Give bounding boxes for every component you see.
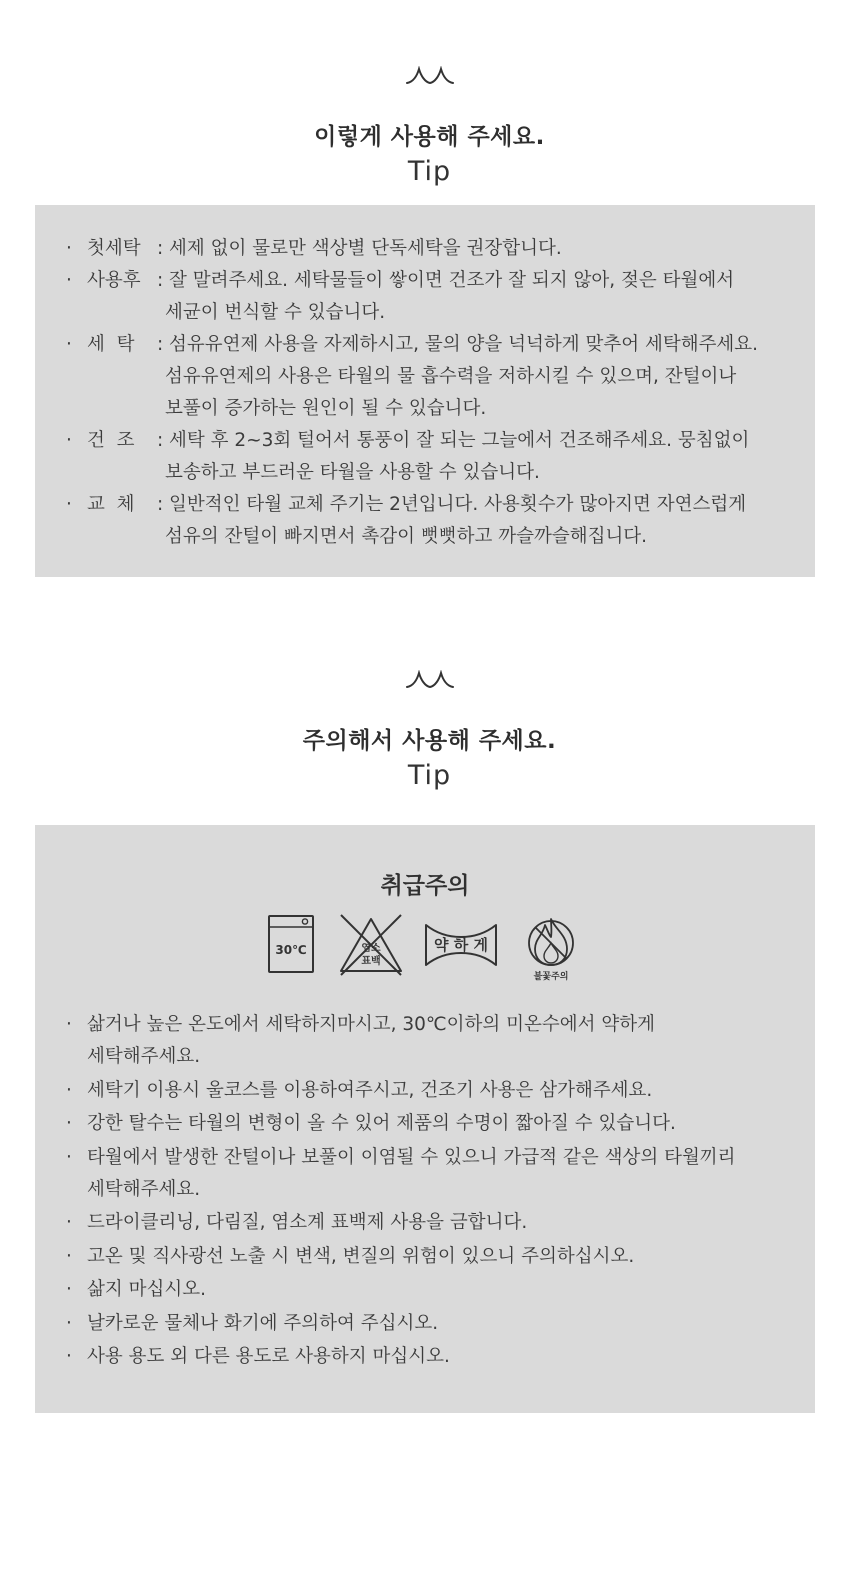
wave-ornament-icon	[405, 670, 455, 690]
tip-label: 건 조	[87, 430, 135, 451]
caution-text: 드라이클리닝, 다림질, 염소계 표백제 사용을 금합니다.	[87, 1212, 528, 1233]
bullet-dot: ·	[66, 1312, 72, 1334]
tip-colon: :	[157, 334, 164, 355]
tip-text-continued: 세균이 번식할 수 있습니다.	[165, 302, 386, 323]
caution-text: 세탁기 이용시 울코스를 이용하여주시고, 건조기 사용은 삼가해주세요.	[87, 1079, 653, 1101]
tip-colon: :	[157, 270, 164, 291]
tip-colon: :	[157, 494, 164, 515]
caution-text: 삶지 마십시오.	[87, 1279, 206, 1300]
bullet-dot: ·	[66, 1014, 72, 1035]
tip-item-first-wash	[35, 233, 815, 265]
tip-label: 교 체	[87, 494, 135, 515]
caution-text: 고온 및 직사광선 노출 시 변색, 변질의 위험이 있으니 주의하십시오.	[87, 1245, 635, 1267]
caution-heading: 주의해서 사용해 주세요.	[302, 728, 557, 754]
caution-item	[35, 1142, 815, 1206]
no-bleach-icon-label-2: 표백	[361, 956, 381, 967]
usage-section	[0, 0, 859, 600]
usage-tips-panel	[35, 205, 815, 577]
caution-item	[35, 1108, 815, 1140]
bullet-dot: ·	[66, 430, 72, 451]
caution-text: 삶거나 높은 온도에서 세탁하지마시고, 30℃이하의 미온수에서 약하게	[87, 1014, 656, 1035]
tip-text-continued: 보송하고 부드러운 타월을 사용할 수 있습니다.	[165, 462, 540, 483]
caution-text: 날카로운 물체나 화기에 주의하여 주십시오.	[87, 1312, 439, 1334]
bullet-dot: ·	[66, 1113, 72, 1134]
tip-item-after-use	[35, 265, 815, 329]
bullet-dot: ·	[66, 1245, 72, 1267]
tip-text: 잘 말려주세요. 세탁물들이 쌓이면 건조가 잘 되지 않아, 젖은 타월에서	[169, 270, 735, 291]
bullet-dot: ·	[66, 270, 72, 291]
tip-text-continued: 섬유의 잔털이 빠지면서 촉감이 뻣뻣하고 까슬까슬해집니다.	[165, 526, 648, 547]
caution-text: 강한 탈수는 타월의 변형이 올 수 있어 제품의 수명이 짧아질 수 있습니다.	[87, 1113, 676, 1134]
tip-label: 세 탁	[87, 334, 135, 355]
bullet-dot: ·	[66, 238, 72, 259]
gentle-handling-icon-label: 약 하 게	[434, 936, 488, 954]
tip-text: 일반적인 타월 교체 주기는 2년입니다. 사용횟수가 많아지면 자연스럽게	[169, 494, 747, 515]
usage-subheading: Tip	[407, 156, 452, 187]
wash-30-icon-label: 30℃	[275, 943, 307, 957]
gentle-handling-icon	[422, 913, 500, 971]
caution-subheading: Tip	[407, 760, 452, 791]
tip-text-continued: 섬유유연제의 사용은 타월의 물 흡수력을 저하시킬 수 있으며, 잔털이나	[165, 366, 737, 387]
caution-text-continued: 세탁해주세요.	[87, 1046, 201, 1067]
tip-text: 세탁 후 2~3회 털어서 통풍이 잘 되는 그늘에서 건조해주세요. 뭉침없이	[169, 430, 750, 451]
care-icons-row	[35, 913, 815, 983]
caution-panel	[35, 825, 815, 1413]
tip-item-drying	[35, 425, 815, 489]
bullet-dot: ·	[66, 494, 72, 515]
caution-item	[35, 1207, 815, 1239]
caution-item	[35, 1274, 815, 1306]
tip-colon: :	[157, 430, 164, 451]
no-bleach-icon	[337, 913, 405, 977]
tip-item-washing	[35, 329, 815, 425]
caution-list	[35, 1009, 815, 1375]
bullet-dot: ·	[66, 1079, 72, 1101]
no-fire-icon-label: 불꽃주의	[533, 972, 569, 982]
caution-item	[35, 1241, 815, 1273]
tip-label: 사용후	[87, 270, 141, 291]
tip-colon: :	[157, 238, 164, 259]
wave-ornament-icon	[405, 66, 455, 86]
no-bleach-icon-label-1: 염소	[361, 943, 381, 954]
no-fire-icon	[523, 913, 579, 983]
caution-item	[35, 1009, 815, 1073]
caution-section	[0, 600, 859, 1450]
caution-text: 타월에서 발생한 잔털이나 보풀이 이염될 수 있으니 가급적 같은 색상의 타월끼리	[87, 1146, 736, 1168]
tip-item-replacement	[35, 489, 815, 553]
bullet-dot: ·	[66, 1146, 72, 1168]
caution-text-continued: 세탁해주세요.	[87, 1178, 201, 1200]
caution-panel-title: 취급주의	[380, 873, 470, 899]
bullet-dot: ·	[66, 1346, 72, 1367]
caution-item	[35, 1075, 815, 1107]
bullet-dot: ·	[66, 1212, 72, 1233]
tip-text: 섬유유연제 사용을 자제하시고, 물의 양을 넉넉하게 맞추어 세탁해주세요.	[169, 334, 759, 355]
usage-tips-list	[35, 233, 815, 553]
bullet-dot: ·	[66, 334, 72, 355]
tip-text: 세제 없이 물로만 색상별 단독세탁을 권장합니다.	[169, 238, 562, 259]
caution-item	[35, 1341, 815, 1373]
bullet-dot: ·	[66, 1279, 72, 1300]
caution-text: 사용 용도 외 다른 용도로 사용하지 마십시오.	[87, 1346, 450, 1367]
tip-label: 첫세탁	[87, 238, 141, 259]
usage-heading: 이렇게 사용해 주세요.	[314, 124, 545, 150]
wash-30-icon	[266, 913, 316, 975]
tip-text-continued: 보풀이 증가하는 원인이 될 수 있습니다.	[165, 398, 487, 419]
caution-item	[35, 1308, 815, 1340]
